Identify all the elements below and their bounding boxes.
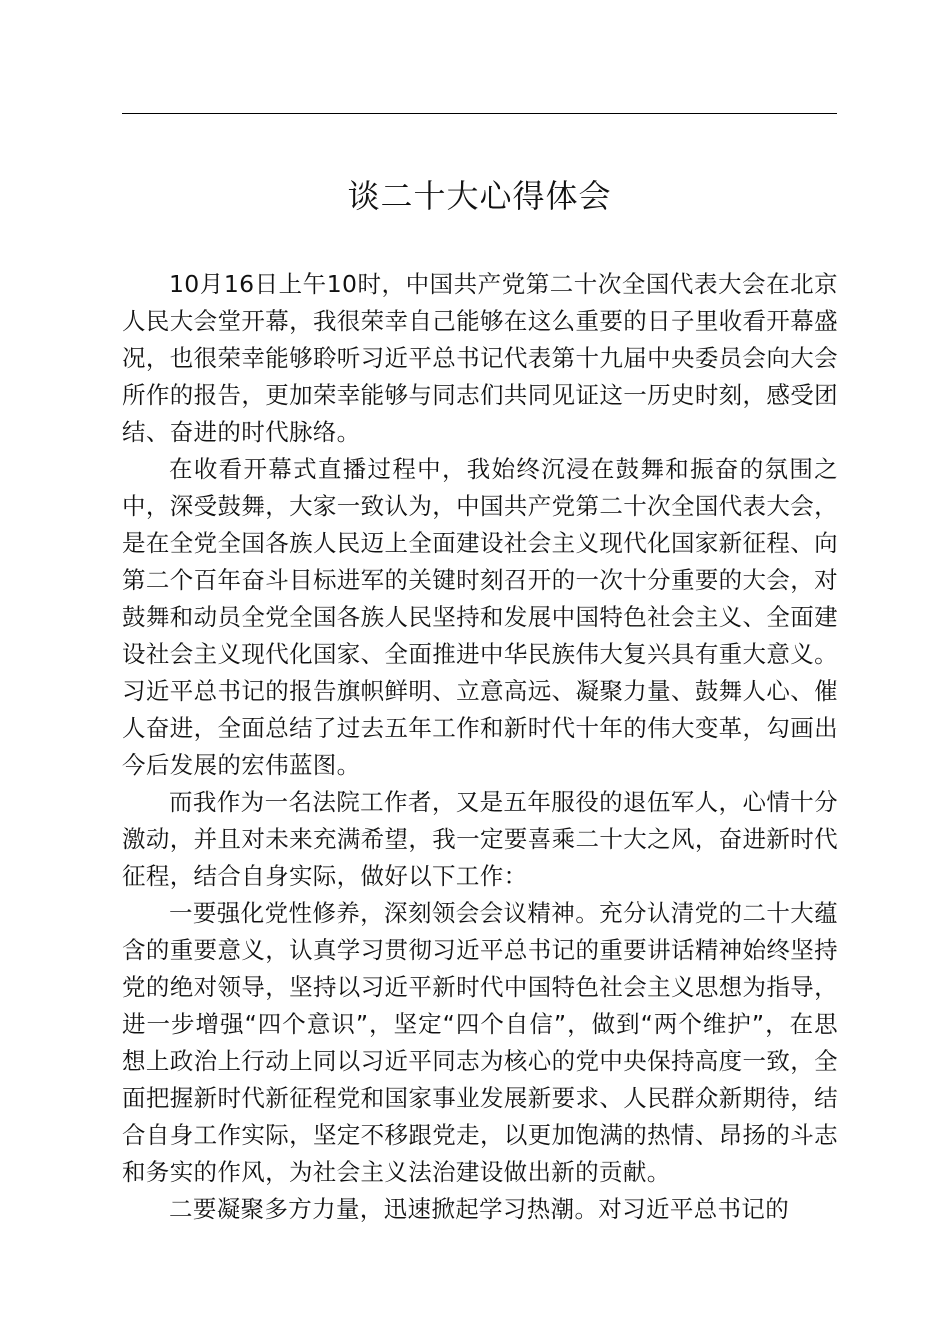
paragraph-4: 一要强化党性修养，深刻领会会议精神。充分认清党的二十大蕴含的重要意义，认真学习贯彻习近平总书记的重要讲话精神始终坚持党的绝对领导，坚持以习近平新时代中国特色社会主义思想为指导，进一步增强“四个意识”，坚定“四个自信”，做到“两个维护”，在思想上政治上行动上同以习近平同志为核心的党中央保持高度一致，全面把握新时代新征程党和国家事业发展新要求、人民群众新期待，结合自身工作实际，坚定不移跟党走，以更加饱满的热情、昂扬的斗志和务实的作风，为社会主义法治建设做出新的贡献。 (122, 899, 838, 1186)
paragraph-1: 10月16日上午10时，中国共产党第二十次全国代表大会在北京人民大会堂开幕，我很荣幸自己能够在这么重要的日子里收看开幕盛况，也很荣幸能够聆听习近平总书记代表第十九届中央委员会向大会所作的报告，更加荣幸能够与同志们共同见证这一历史时刻，感受团结、奋进的时代脉络。 (122, 270, 838, 446)
document-body (122, 266, 838, 1228)
paragraph-2: 在收看开幕式直播过程中，我始终沉浸在鼓舞和振奋的氛围之中，深受鼓舞，大家一致认为，中国共产党第二十次全国代表大会，是在全党全国各族人民迈上全面建设社会主义现代化国家新征程、向第二个百年奋斗目标进军的关键时刻召开的一次十分重要的大会，对鼓舞和动员全党全国各族人民坚持和发展中国特色社会主义、全面建设社会主义现代化国家、全面推进中华民族伟大复兴具有重大意义。习近平总书记的报告旗帜鲜明、立意高远、凝聚力量、鼓舞人心、催人奋进，全面总结了过去五年工作和新时代十年的伟大变革，勾画出今后发展的宏伟蓝图。 (122, 455, 838, 779)
paragraph-3: 而我作为一名法院工作者，又是五年服役的退伍军人，心情十分激动，并且对未来充满希望，我一定要喜乘二十大之风，奋进新时代征程，结合自身实际，做好以下工作： (122, 788, 838, 890)
header-rule (122, 113, 837, 114)
paragraph-5: 二要凝聚多方力量，迅速掀起学习热潮。对习近平总书记的 (169, 1195, 790, 1223)
document-title: 谈二十大心得体会 (347, 177, 612, 215)
